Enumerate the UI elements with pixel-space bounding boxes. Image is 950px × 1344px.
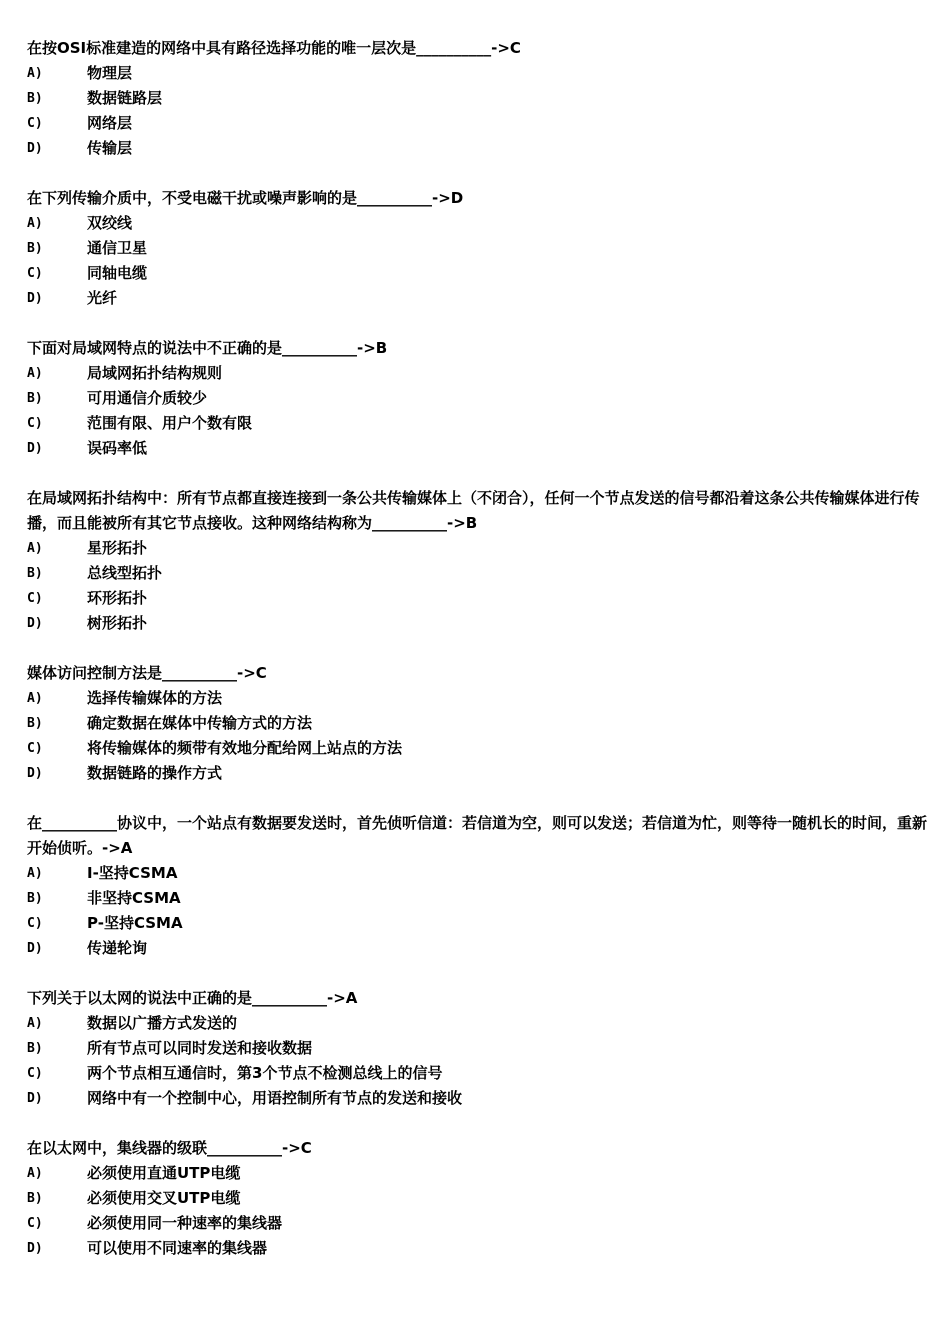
option-c [27, 261, 927, 286]
question-document [27, 36, 927, 1286]
option-d [27, 1086, 927, 1111]
option-letter: B) [27, 891, 43, 906]
option-c [27, 1061, 927, 1086]
option-letter: C) [27, 266, 43, 281]
option-letter: C) [27, 591, 43, 606]
option-text: 必须使用交叉UTP电缆 [87, 1189, 241, 1207]
option-letter: C) [27, 1216, 43, 1231]
question-stem: 下列关于以太网的说法中正确的是__________->A [27, 989, 358, 1007]
option-text: 光纤 [87, 289, 118, 307]
option-text: 可以使用不同速率的集线器 [87, 1239, 268, 1257]
option-letter: B) [27, 391, 43, 406]
option-c [27, 586, 927, 611]
option-text: 数据以广播方式发送的 [87, 1014, 238, 1032]
question-block [27, 1136, 927, 1261]
option-a [27, 536, 927, 561]
option-text: 树形拓扑 [87, 614, 148, 632]
option-letter: A) [27, 866, 43, 881]
question-stem: 下面对局域网特点的说法中不正确的是__________->B [27, 339, 388, 357]
option-text: 确定数据在媒体中传输方式的方法 [87, 714, 313, 732]
option-letter: C) [27, 416, 43, 431]
option-text: 物理层 [87, 64, 133, 82]
question-stem: 在以太网中，集线器的级联__________->C [27, 1139, 312, 1157]
option-text: 环形拓扑 [87, 589, 148, 607]
option-letter: D) [27, 941, 43, 956]
option-letter: B) [27, 1041, 43, 1056]
option-letter: B) [27, 566, 43, 581]
option-a [27, 861, 927, 886]
question-stem: 在按OSI标准建造的网络中具有路径选择功能的唯一层次是__________->C [27, 39, 521, 57]
option-c [27, 411, 927, 436]
option-a [27, 686, 927, 711]
option-text: 网络层 [87, 114, 133, 132]
question-stem: 在__________协议中，一个站点有数据要发送时，首先侦听信道：若信道为空，则可以发送；若信道为忙，则等待一随机长的时间，重新开始侦听。->A [27, 814, 928, 857]
option-d [27, 936, 927, 961]
option-c [27, 111, 927, 136]
option-text: 误码率低 [87, 439, 148, 457]
option-text: 传递轮询 [87, 939, 148, 957]
option-c [27, 736, 927, 761]
option-letter: A) [27, 541, 43, 556]
option-letter: C) [27, 916, 43, 931]
question-block [27, 336, 927, 461]
option-letter: A) [27, 1166, 43, 1181]
option-text: 网络中有一个控制中心，用语控制所有节点的发送和接收 [87, 1089, 463, 1107]
option-letter: D) [27, 441, 43, 456]
option-d [27, 286, 927, 311]
option-text: 双绞线 [87, 214, 133, 232]
option-text: P-坚持CSMA [87, 914, 183, 932]
option-text: 总线型拓扑 [87, 564, 163, 582]
option-letter: A) [27, 691, 43, 706]
option-letter: B) [27, 716, 43, 731]
question-block [27, 36, 927, 161]
option-letter: C) [27, 741, 43, 756]
option-letter: C) [27, 116, 43, 131]
option-a [27, 1161, 927, 1186]
option-text: 数据链路层 [87, 89, 163, 107]
option-d [27, 436, 927, 461]
option-text: 通信卫星 [87, 239, 148, 257]
option-letter: D) [27, 141, 43, 156]
option-letter: D) [27, 1241, 43, 1256]
option-c [27, 911, 927, 936]
option-text: 非坚持CSMA [87, 889, 181, 907]
option-a [27, 61, 927, 86]
option-b [27, 86, 927, 111]
option-text: 星形拓扑 [87, 539, 148, 557]
question-block [27, 186, 927, 311]
option-letter: D) [27, 616, 43, 631]
option-letter: D) [27, 291, 43, 306]
option-d [27, 136, 927, 161]
question-stem: 媒体访问控制方法是__________->C [27, 664, 267, 682]
option-letter: A) [27, 216, 43, 231]
option-text: 两个节点相互通信时，第3个节点不检测总线上的信号 [87, 1064, 443, 1082]
option-a [27, 1011, 927, 1036]
option-b [27, 386, 927, 411]
option-text: 选择传输媒体的方法 [87, 689, 223, 707]
question-stem: 在下列传输介质中，不受电磁干扰或噪声影响的是__________->D [27, 189, 464, 207]
option-text: 同轴电缆 [87, 264, 148, 282]
option-text: 可用通信介质较少 [87, 389, 208, 407]
option-d [27, 611, 927, 636]
option-letter: B) [27, 241, 43, 256]
option-letter: C) [27, 1066, 43, 1081]
option-text: 传输层 [87, 139, 133, 157]
option-letter: D) [27, 1091, 43, 1106]
option-text: 局域网拓扑结构规则 [87, 364, 223, 382]
option-text: 必须使用同一种速率的集线器 [87, 1214, 283, 1232]
option-b [27, 1186, 927, 1211]
option-text: 数据链路的操作方式 [87, 764, 223, 782]
option-letter: A) [27, 1016, 43, 1031]
option-letter: B) [27, 91, 43, 106]
option-text: 必须使用直通UTP电缆 [87, 1164, 241, 1182]
option-text: 将传输媒体的频带有效地分配给网上站点的方法 [87, 739, 403, 757]
option-letter: B) [27, 1191, 43, 1206]
option-d [27, 761, 927, 786]
option-text: I-坚持CSMA [87, 864, 178, 882]
option-text: 所有节点可以同时发送和接收数据 [87, 1039, 313, 1057]
option-letter: D) [27, 766, 43, 781]
option-c [27, 1211, 927, 1236]
question-block [27, 661, 927, 786]
option-letter: A) [27, 66, 43, 81]
option-b [27, 1036, 927, 1061]
option-a [27, 361, 927, 386]
option-b [27, 236, 927, 261]
question-block [27, 986, 927, 1111]
option-d [27, 1236, 927, 1261]
question-block [27, 486, 927, 636]
option-text: 范围有限、用户个数有限 [87, 414, 253, 432]
question-stem: 在局域网拓扑结构中：所有节点都直接连接到一条公共传输媒体上（不闭合），任何一个节点发送的信号都沿着这条公共传输媒体进行传播，而且能被所有其它节点接收。这种网络结构称为__________->B [27, 489, 920, 532]
option-b [27, 886, 927, 911]
option-letter: A) [27, 366, 43, 381]
question-block [27, 811, 927, 961]
option-b [27, 711, 927, 736]
option-b [27, 561, 927, 586]
option-a [27, 211, 927, 236]
